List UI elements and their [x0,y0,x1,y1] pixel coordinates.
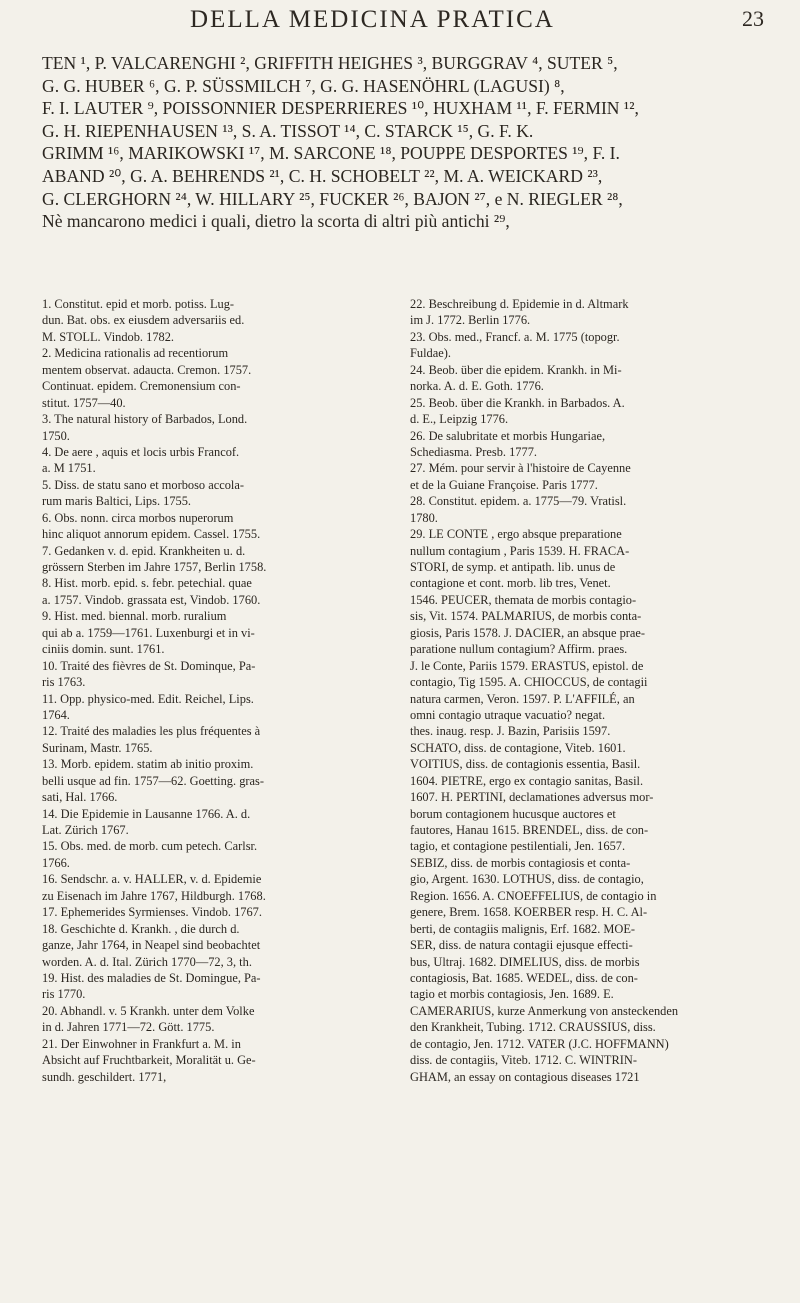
running-title: DELLA MEDICINA PRATICA [190,6,555,33]
footnote-line: worden. A. d. Ital. Zürich 1770—72, 3, th. [42,954,252,969]
footnote-line: 8. Hist. morb. epid. s. febr. petechial. quae [42,576,252,591]
footnote-line: ris 1770. [42,987,86,1002]
footnote-line: Continuat. epidem. Cremonensium con- [42,379,241,394]
footnote-line: 25. Beob. über die Krankh. in Barbados. A. [410,395,625,410]
footnote-line: 1780. [410,510,438,525]
footnote-line: tagio, et contagione pestilentiali, Jen. 1657. [410,839,626,854]
footnote-line: Absicht auf Fruchtbarkeit, Moralität u. Ge- [42,1053,256,1068]
text-line: G. G. HUBER ⁶, G. P. SÜSSMILCH ⁷, G. G. HASENÖHRL (LAGUSI) ⁸, [42,75,565,96]
footnote-line: 1546. PEUCER, themata de morbis contagio- [410,592,637,607]
footnote-line: borum contagionem hucusque auctores et [410,806,616,821]
footnote-line: 19. Hist. des maladies de St. Domingue, Pa- [42,970,261,985]
footnote-line: stitut. 1757—40. [42,395,126,410]
footnote-line: 1764. [42,707,70,722]
footnote-line: sis, Vit. 1574. PALMARIUS, de morbis conta- [410,609,642,624]
footnote-line: 26. De salubritate et morbis Hungariae, [410,428,606,443]
footnote-line: paratione nullum contagium? Affirm. praes. [410,642,628,657]
text-line: G. H. RIEPENHAUSEN ¹³, S. A. TISSOT ¹⁴, C. STARCK ¹⁵, G. F. K. [42,120,534,141]
footnote-line: J. le Conte, Pariis 1579. ERASTUS, epistol. de [410,658,644,673]
footnote-line: 10. Traité des fièvres de St. Dominque, Pa- [42,658,256,673]
footnote-line: 27. Mém. pour servir à l'histoire de Cayenne [410,461,631,476]
footnote-line: GHAM, an essay on contagious diseases 1721 [410,1069,640,1084]
footnote-line: STORI, de symp. et antipath. lib. unus de [410,560,616,574]
footnote-line: 20. Abhandl. v. 5 Krankh. unter dem Volke [42,1003,255,1018]
footnote-line: 6. Obs. nonn. circa morbos nuperorum [42,510,234,525]
text-line: G. CLERGHORN ²⁴, W. HILLARY ²⁵, FUCKER ²⁶, BAJON ²⁷, e N. RIEGLER ²⁸, [42,188,623,209]
footnote-line: VOITIUS, diss. de contagionis essentia, Basil. [410,757,641,772]
footnote-line: 1750. [42,428,70,443]
footnote-line: genere, Brem. 1658. KOERBER resp. H. C. Al- [410,905,648,920]
footnote-line: 15. Obs. med. de morb. cum petech. Carlsr. [42,839,258,854]
footnote-line: mentem observat. adaucta. Cremon. 1757. [42,362,252,377]
text-line: TEN ¹, P. VALCARENGHI ², GRIFFITH HEIGHES ³, BURGGRAV ⁴, SUTER ⁵, [42,53,618,73]
footnote-line: diss. de contagiis, Viteb. 1712. C. WINTRIN- [410,1053,637,1068]
footnote-line: Surinam, Mastr. 1765. [42,740,153,755]
footnote-line: d. E., Leipzig 1776. [410,412,509,427]
footnote-line: 14. Die Epidemie in Lausanne 1766. A. d. [42,806,251,821]
footnote-line: 11. Opp. physico-med. Edit. Reichel, Lips. [42,691,254,706]
footnote-line: Schediasma. Presb. 1777. [410,444,537,459]
footnote-line: a. M 1751. [42,461,96,476]
footnote-line: natura carmen, Veron. 1597. P. L'AFFILÉ, an [410,691,635,706]
footnote-line: Fuldae). [410,346,451,361]
footnote-line: 24. Beob. über die epidem. Krankh. in Mi- [410,362,622,377]
footnote-line: in d. Jahren 1771—72. Gött. 1775. [42,1020,215,1035]
footnote-line: zu Eisenach im Jahre 1767, Hildburgh. 1768. [42,888,266,903]
footnote-line: et de la Guiane Françoise. Paris 1777. [410,477,598,492]
footnote-line: ciniis domin. sunt. 1761. [42,642,165,657]
footnote-line: bus, Ultraj. 1682. DIMELIUS, diss. de morbis [410,954,640,969]
main-text-paragraph [42,52,778,233]
footnote-line: SEBIZ, diss. de morbis contagiosis et conta- [410,855,631,870]
text-line: GRIMM ¹⁶, MARIKOWSKI ¹⁷, M. SARCONE ¹⁸, POUPPE DESPORTES ¹⁹, F. I. [42,143,620,164]
footnote-line: sati, Hal. 1766. [42,790,118,805]
footnote-line: 16. Sendschr. a. v. HALLER, v. d. Epidemie [42,872,262,887]
footnote-line: grössern Sterben im Jahre 1757, Berlin 1758. [42,560,267,574]
footnote-line: 21. Der Einwohner in Frankfurt a. M. in [42,1036,241,1051]
footnote-line: CAMERARIUS, kurze Anmerkung von ansteckenden [410,1003,679,1018]
footnotes-right-column [410,296,782,1085]
footnote-line: 4. De aere , aquis et locis urbis Francof. [42,444,240,459]
footnote-line: 1607. H. PERTINI, declamationes adversus mor- [410,790,654,805]
footnote-line: dun. Bat. obs. ex eiusdem adversariis ed. [42,313,245,328]
footnote-line: belli usque ad fin. 1757—62. Goetting. gras- [42,773,264,788]
footnote-line: den Krankheit, Tubing. 1712. CRAUSSIUS, diss. [410,1020,656,1035]
footnote-line: Region. 1656. A. CNOEFFELIUS, de contagio in [410,888,657,903]
footnote-line: giosis, Paris 1578. J. DACIER, an absque prae- [410,625,646,640]
footnote-line: 23. Obs. med., Francf. a. M. 1775 (topogr. [410,329,620,344]
footnote-line: sundh. geschildert. 1771, [42,1069,167,1084]
footnote-line: ris 1763. [42,675,86,690]
footnote-line: contagione et cont. morb. lib tres, Venet. [410,576,611,591]
footnote-line: omni contagio utraque vacuatio? negat. [410,707,606,722]
footnote-line: tagio et morbis contagiosis, Jen. 1689. E. [410,987,614,1002]
footnote-line: Lat. Zürich 1767. [42,823,129,837]
footnote-line: 13. Morb. epidem. statim ab initio proxim. [42,757,254,772]
footnote-line: contagiosis, Bat. 1685. WEDEL, diss. de con- [410,970,638,985]
footnote-line: 28. Constitut. epidem. a. 1775—79. Vratisl. [410,494,627,509]
page-number: 23 [742,6,764,31]
footnote-line: SER, diss. de natura contagii ejusque effecti- [410,938,633,953]
footnote-line: ganze, Jahr 1764, in Neapel sind beobachtet [42,938,261,953]
footnote-line: contagio, Tig 1595. A. CHIOCCUS, de contagii [410,675,648,690]
footnote-line: 29. LE CONTE , ergo absque preparatione [410,527,622,542]
footnote-line: 1. Constitut. epid et morb. potiss. Lug- [42,297,235,311]
running-head [0,2,800,42]
text-line: Nè mancarono medici i quali, dietro la scorta di altri più antichi ²⁹, [42,211,510,232]
footnote-line: de contagio, Jen. 1712. VATER (J.C. HOFFMANN) [410,1036,669,1051]
footnote-line: qui ab a. 1759—1761. Luxenburgi et in vi- [42,625,255,640]
footnote-line: hinc aliquot annorum epidem. Cassel. 1755. [42,527,261,542]
footnotes-left-column [42,296,404,1085]
footnote-line: im J. 1772. Berlin 1776. [410,313,531,328]
footnote-line: 7. Gedanken v. d. epid. Krankheiten u. d. [42,543,246,558]
footnote-line: 1604. PIETRE, ergo ex contagio sanitas, Basil. [410,773,644,788]
footnote-line: 2. Medicina rationalis ad recentiorum [42,346,229,361]
footnote-line: SCHATO, diss. de contagione, Viteb. 1601. [410,740,626,755]
footnote-line: 9. Hist. med. biennal. morb. ruralium [42,609,227,624]
footnote-line: 3. The natural history of Barbados, Lond. [42,412,248,427]
footnote-line: rum maris Baltici, Lips. 1755. [42,494,192,509]
footnote-line: M. STOLL. Vindob. 1782. [42,329,175,344]
footnote-line: 1766. [42,855,70,870]
footnote-line: thes. inaug. resp. J. Bazin, Parisiis 1597. [410,724,611,739]
text-line: F. I. LAUTER ⁹, POISSONNIER DESPERRIERES ¹⁰, HUXHAM ¹¹, F. FERMIN ¹², [42,98,639,119]
footnote-line: nullum contagium , Paris 1539. H. FRACA- [410,543,630,558]
footnote-line: gio, Argent. 1630. LOTHUS, diss. de contagio, [410,872,644,887]
footnote-line: berti, de contagiis malignis, Erf. 1682. MOE- [410,921,636,936]
footnote-line: 22. Beschreibung d. Epidemie in d. Altmark [410,297,629,311]
footnote-line: 5. Diss. de statu sano et morboso accola- [42,477,244,492]
footnote-line: 12. Traité des maladies les plus fréquentes à [42,724,261,739]
footnote-line: 17. Ephemerides Syrmienses. Vindob. 1767. [42,905,262,920]
footnote-line: norka. A. d. E. Goth. 1776. [410,379,544,394]
footnote-line: fautores, Hanau 1615. BRENDEL, diss. de con- [410,823,649,837]
text-line: ABAND ²⁰, G. A. BEHRENDS ²¹, C. H. SCHOBELT ²², M. A. WEICKARD ²³, [42,165,603,186]
footnote-line: 18. Geschichte d. Krankh. , die durch d. [42,921,240,936]
footnote-line: a. 1757. Vindob. grassata est, Vindob. 1760. [42,592,261,607]
